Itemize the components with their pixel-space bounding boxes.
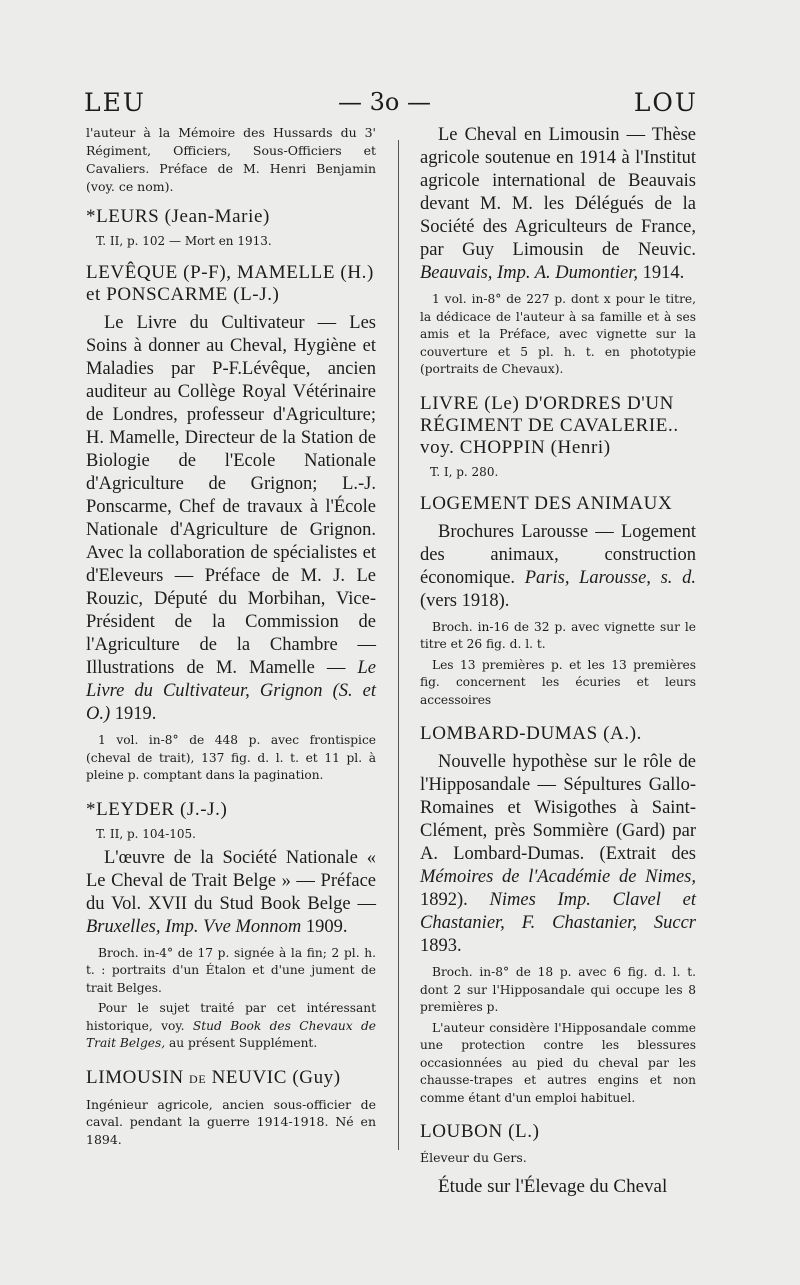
entry-note: 1 vol. in-8° de 448 p. avec frontispice (cheval de trait), 137 fig. d. l. t. et 11 pl. à pleine p. comptant dans la pagination. [86,733,376,782]
entry-limousin [86,1067,376,1149]
continued-entry-text: l'auteur à la Mémoire des Hussards du 3' Régiment, Officiers, Sous-Officiers et Cavaliers. Préface de M. Henri Benjamin (voy. ce nom). [86,125,376,194]
page-number: — 3o — [338,88,431,116]
entry-heading: LOMBARD-DUMAS (A.). [420,723,642,744]
description-text: L'œuvre de la Société Nationale « Le Cheval de Trait Belge » — Préface du Vol. XVII du Stud Book Belge — [86,847,376,914]
entry-description [420,751,696,958]
entry-loubon [420,1121,696,1199]
description-italic-publisher: Nimes Imp. Clavel et Chastanier, F. Chastanier, Succr [420,890,696,933]
description-italic: Le Livre du Cultivateur, Grignon (S. et O.) [86,658,376,724]
entry-leyder [86,799,376,1053]
entry-heading: LOGEMENT DES ANIMAUX [420,492,673,514]
entry-note: Broch. in-16 de 32 p. avec vignette sur le titre et 26 fig. d. l. t. [420,619,696,651]
entry-heading: LOUBON (L.) [420,1121,540,1142]
entry-limousin-continued [420,124,696,379]
entry-note: Broch. in-8° de 18 p. avec 6 fig. d. l. t. dont 2 sur l'Hipposandale qui occupe les 8 premières p. [420,965,696,1014]
entry-heading [86,1067,376,1090]
description-year: 1914. [638,263,685,283]
entry-logement [420,493,696,710]
left-column [86,124,376,1162]
entry-lombard-dumas [420,723,696,1107]
column-divider [398,140,399,1150]
entry-leveque [86,262,376,785]
entry-note: Les 13 premières p. et les 13 premières fig. concernent les écuries et leurs accessoires [420,657,696,707]
header-right-word: LOU [633,88,698,117]
description-text: Brochures Larousse — Logement des animaux, construction économique. [420,521,696,588]
entry-description [420,124,696,285]
header-left-word: LEU [84,88,146,117]
description-text: Nouvelle hypothèse sur le rôle de l'Hipposandale — Sépultures Gallo-Romaines et Wisigothes à Saint-Clément, près Sommière (Gard) par A. Lombard-Dumas. (Extrait des [420,752,696,864]
entry-heading: *LEYDER (J.-J.) [86,798,228,820]
entry-heading: *LEURS (Jean-Marie) [86,206,270,227]
entry-bio: Ingénieur agricole, ancien sous-officier de caval. pendant la guerre 1914-1918. Né en 1894. [86,1096,376,1147]
note-text: Pour le sujet traité par cet intéressant historique, voy. [86,1001,376,1033]
note-italic: Stud Book des Chevaux de Trait Belges, [86,1018,376,1050]
entry-heading: LIVRE (Le) D'ORDRES D'UN RÉGIMENT DE CAVALERIE.. voy. CHOPPIN (Henri) [420,392,679,458]
description-italic: Mémoires de l'Académie de Nimes, [420,867,696,887]
description-text: Le Cheval en Limousin — Thèse agricole soutenue en 1914 à l'Institut agricole international de Beauvais devant M. M. les Délégués de la Société des Agriculteurs de France, par Guy Limousin de Neuvic. [420,125,696,260]
entry-leurs [86,206,376,248]
entry-bio: Éleveur du Gers. [420,1150,527,1165]
entry-note [86,1000,376,1053]
description-year-end: 1893. [420,936,462,956]
description-year: 1909. [301,916,348,937]
running-header [0,88,800,128]
entry-note: 1 vol. in-8° de 227 p. dont x pour le titre, la dédicace de l'auteur à sa famille et à ses amis et la Préface, avec vignette sur la couverture et 5 pl. h. t. en phototypie (portraits de Chevaux). [420,292,696,376]
description-text: Le Livre du Cultivateur — Les Soins à donner au Cheval, Hygiène et Maladies par P-F.Lévêque, ancien auditeur au Collège Royal Vétérinaire de Londres, professeur d'Agriculture; H. Mamelle, Directeur de la Station de Biologie de l'Ecole Nationale d'Agriculture de Grignon; L.-J. Ponscarme, Chef de travaux à l'École Nationale d'Agriculture de Grignon. Avec la collaboration de spécialistes et d'Eleveurs — Préface de M. J. Le Rouzic, Député du Morbihan, Vice-Président de la Commission de l'Agriculture de la Chambre — Illustrations de M. Mamelle — [86,313,376,678]
entry-description: Étude sur l'Élevage du Cheval [438,1175,668,1197]
right-column [420,124,696,1213]
heading-part-end: NEUVIC (Guy) [206,1066,341,1088]
entry-description [86,312,376,726]
entry-note: Broch. in-4° de 17 p. signée à la fin; 2 pl. h. t. : portraits d'un Étalon et d'une jument de trait Belges. [86,945,376,995]
entry-description [86,847,376,939]
entry-reference: T. II, p. 102 — Mort en 1913. [96,234,272,248]
entry-livre-ordres [420,393,696,479]
heading-particle: DE [189,1071,207,1086]
description-year: (vers 1918). [420,590,510,611]
description-year: 1892). [420,890,490,910]
heading-part: LIMOUSIN [86,1066,190,1088]
description-year: 1919. [110,704,157,724]
description-italic: Beauvais, Imp. A. Dumontier, [420,263,639,283]
entry-reference: T. I, p. 280. [430,464,499,479]
note-text-end: au présent Supplément. [165,1036,318,1050]
entry-reference: T. II, p. 104-105. [96,826,196,841]
entry-note: L'auteur considère l'Hipposandale comme une protection contre les blessures occasionnées au pied du cheval par les chausse-trapes et autres engins et non comme étant d'un emploi habituel. [420,1020,696,1105]
entry-description [420,521,696,613]
description-italic: Paris, Larousse, s. d. [524,567,696,588]
entry-heading: LEVÊQUE (P-F), MAMELLE (H.) et PONSCARME (L-J.) [86,262,374,305]
description-italic: Bruxelles, Imp. Vve Monnom [86,916,302,937]
